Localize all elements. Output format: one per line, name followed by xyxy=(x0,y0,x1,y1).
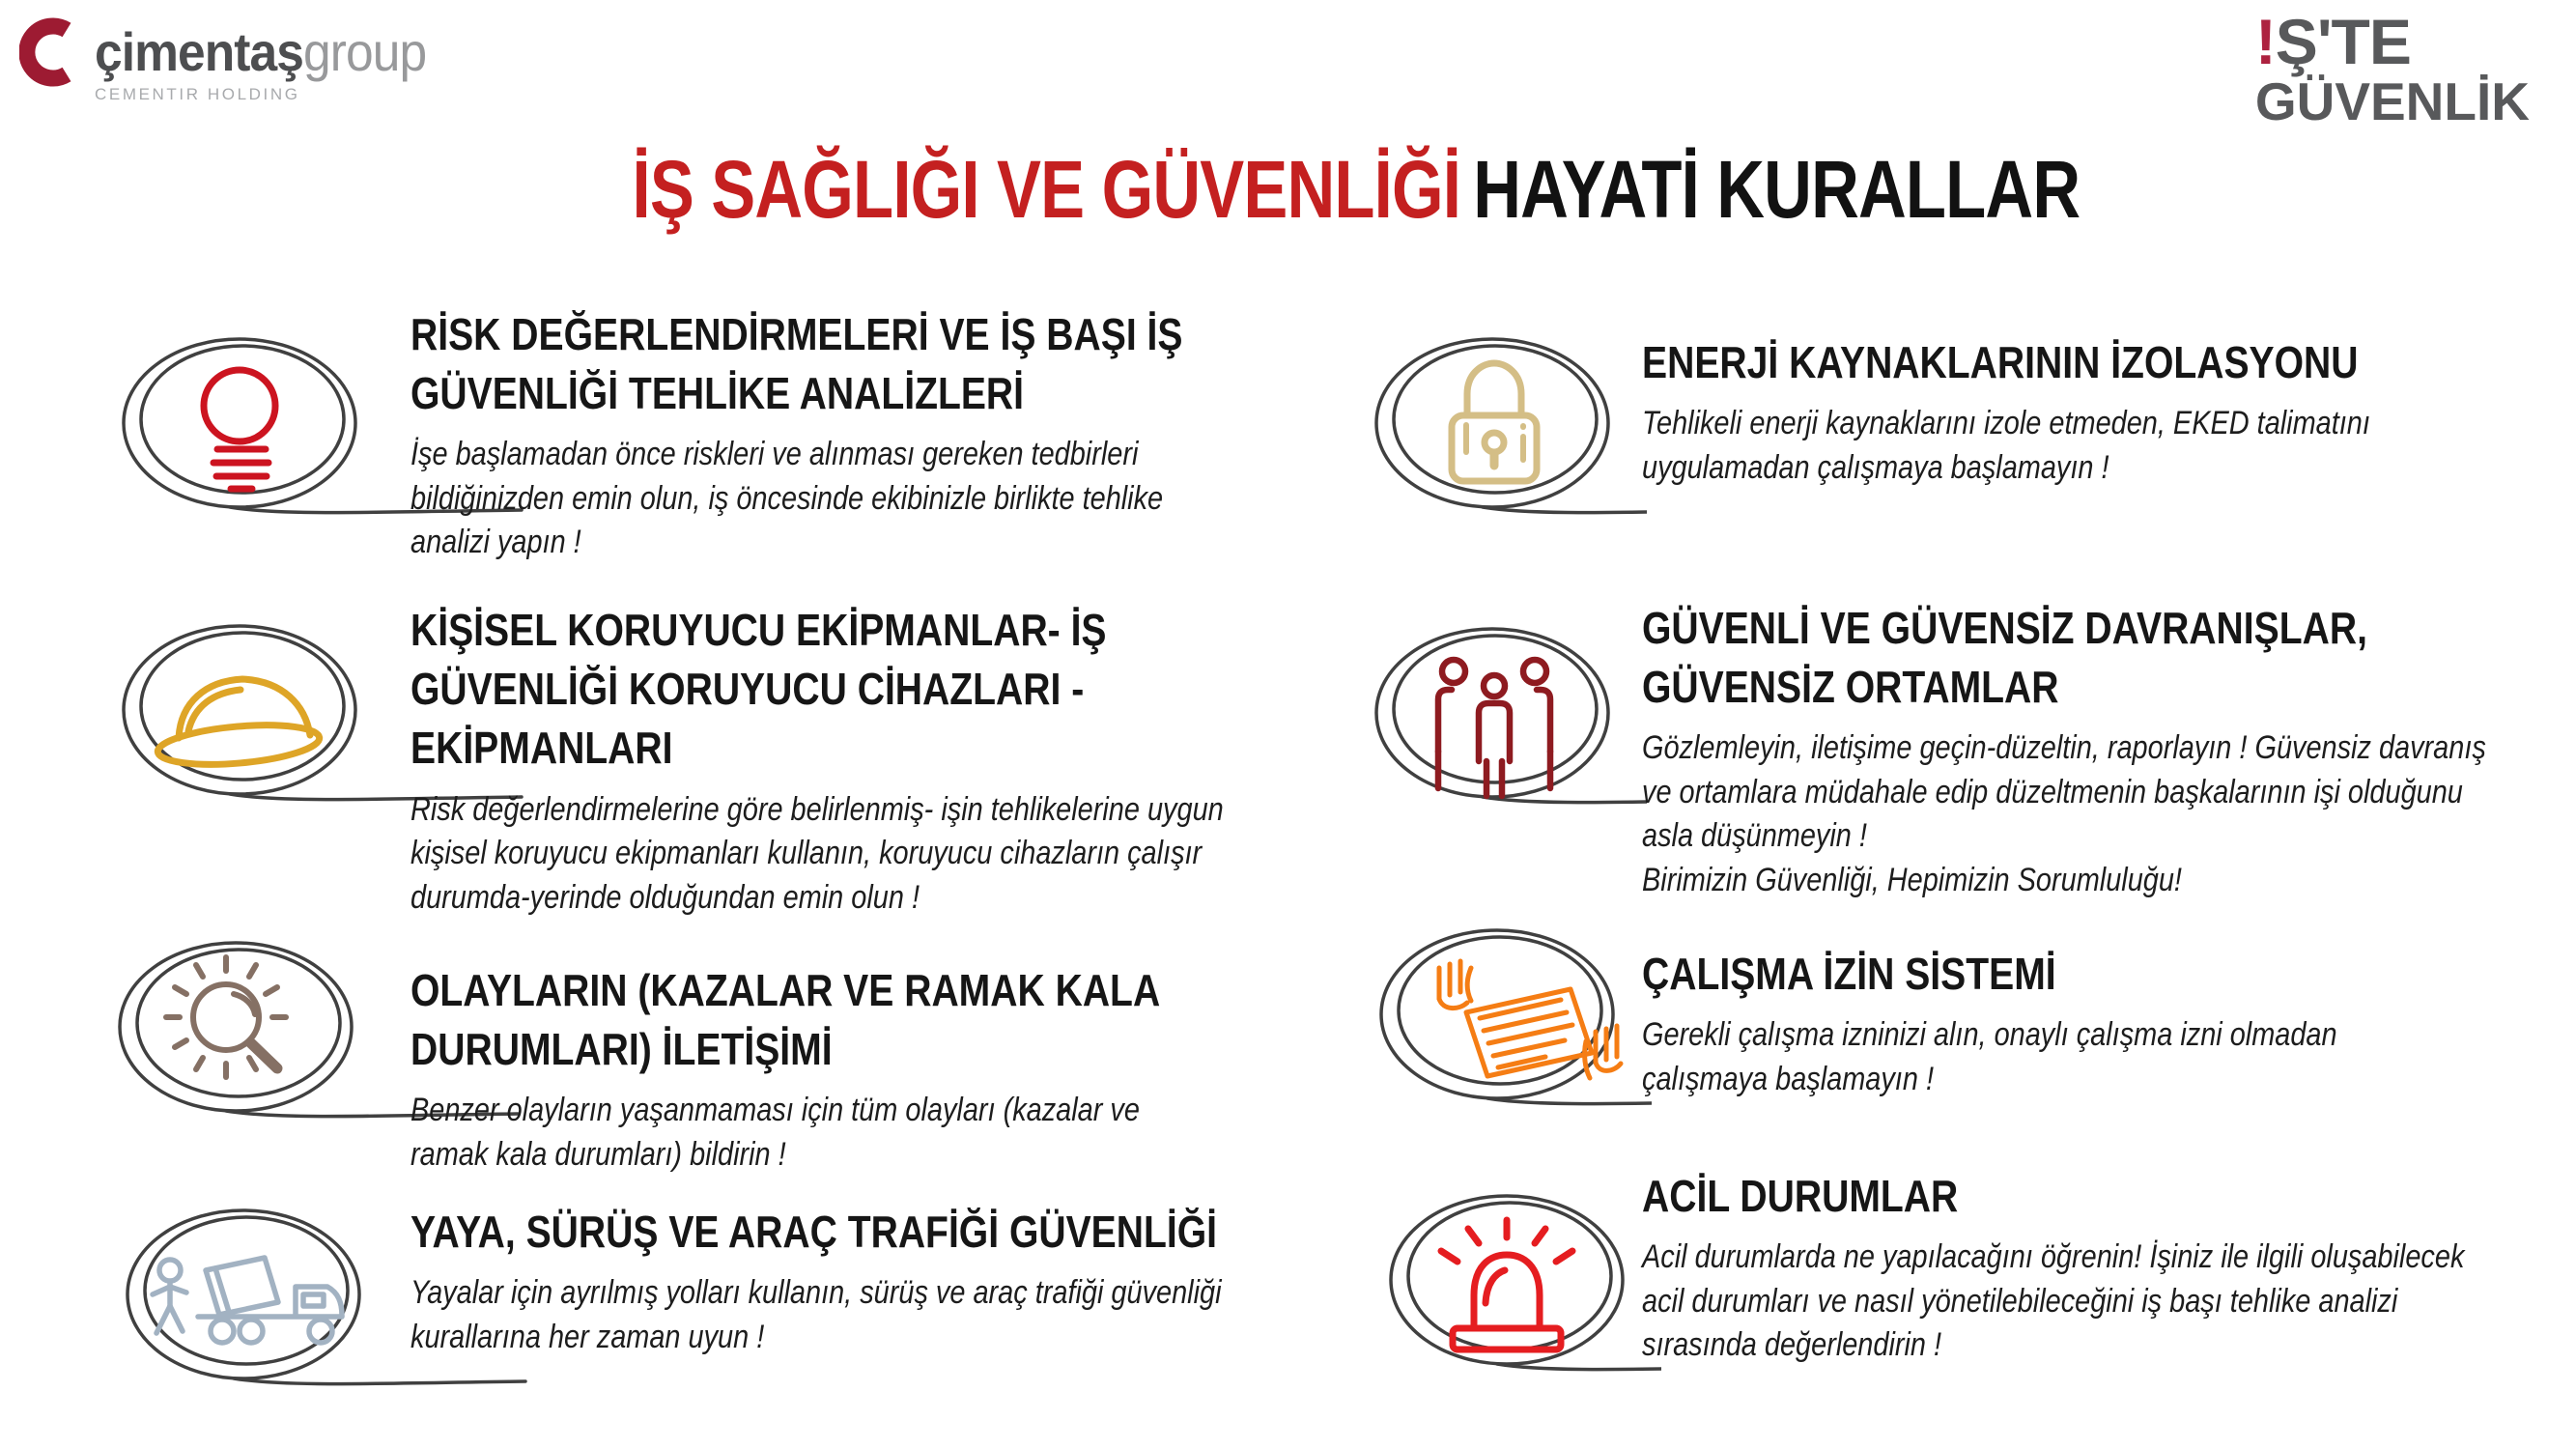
rule-body-line2: Birimizin Güvenliği, Hepimizin Sorumluluğu! xyxy=(1642,861,2182,898)
rule-title: KİŞİSEL KORUYUCU EKİPMANLAR- İŞ GÜVENLİĞİ KORUYUCU CİHAZLARI -EKİPMANLARI xyxy=(410,605,1107,774)
padlock-icon xyxy=(1338,327,1647,539)
iste-guvenlik-logo xyxy=(2254,6,2530,131)
rule-title: ÇALIŞMA İZİN SİSTEMİ xyxy=(1642,949,2056,999)
rule-body: Gözlemleyin, iletişime geçin-düzeltin, raporlayın ! Güvensiz davranış ve ortamlara müdahale edip düzeltmenin başkalarının işi olduğunu asla düşünmeyin ! xyxy=(1642,729,2486,855)
rule-body: Risk değerlendirmelerine göre belirlenmiş- işin tehlikelerine uygun kişisel koruyucu ekipmanları kullanın, koruyucu cihazların çalışır durumda-yerinde olduğundan emin olun ! xyxy=(410,790,1224,916)
rule-icon-isolation xyxy=(1338,327,1647,539)
rule-body: İşe başlamadan önce riskleri ve alınması gereken tedbirleri bildiğinizden emin olun, iş öncesinde ekibinizle birlikte tehlike analizi yapın ! xyxy=(410,436,1164,561)
iste-line2: GÜVENLİK xyxy=(2254,71,2530,131)
iste-exclamation: ! xyxy=(2254,6,2276,77)
rule-title: OLAYLARIN (KAZALAR VE RAMAK KALA DURUMLARI) İLETİŞİMİ xyxy=(410,965,1159,1075)
rule-item-traffic xyxy=(410,1203,1299,1359)
cimentas-logo-suffix: group xyxy=(303,21,427,82)
rule-item-permit xyxy=(1642,945,2434,1101)
rule-item-isolation xyxy=(1642,333,2434,490)
cimentas-logo-name: çimentaş xyxy=(95,21,304,82)
page-title-red: İŞ SAĞLIĞI VE GÜVENLİĞİ xyxy=(632,144,1460,235)
rule-item-ppe xyxy=(410,601,1241,920)
rule-body: Tehlikeli enerji kaynaklarını izole etmeden, EKED talimatını uygulamadan çalışmaya başlamayın ! xyxy=(1642,405,2370,486)
work-permit-icon xyxy=(1343,918,1652,1130)
rule-title: ACİL DURUMLAR xyxy=(1642,1171,1959,1221)
rule-body: Yayalar için ayrılmış yolları kullanın, sürüş ve araç trafiği güvenliği kurallarına her zaman uyun ! xyxy=(410,1274,1222,1355)
rule-icon-behaviors xyxy=(1338,616,1647,829)
rule-item-behaviors xyxy=(1642,599,2492,903)
rule-title: GÜVENLİ VE GÜVENSİZ DAVRANIŞLAR, GÜVENSİZ ORTAMLAR xyxy=(1642,603,2367,713)
iste-line1: Ş'TE xyxy=(2275,6,2411,77)
rule-body: Gerekli çalışma izninizi alın, onaylı çalışma izni olmadan çalışmaya başlamayın ! xyxy=(1642,1016,2337,1097)
emergency-siren-icon xyxy=(1352,1183,1661,1396)
page-title-black: HAYATİ KURALLAR xyxy=(1472,144,2080,235)
cimentas-logo-subtitle: CEMENTIR HOLDING xyxy=(95,85,300,103)
rule-title: ENERJİ KAYNAKLARININ İZOLASYONU xyxy=(1642,337,2359,387)
rule-item-risk xyxy=(410,305,1222,565)
rule-body: Benzer olayların yaşanmaması için tüm olayları (kazalar ve ramak kala durumları) bildirin ! xyxy=(410,1092,1140,1173)
rule-item-emergency xyxy=(1642,1167,2492,1368)
page-title xyxy=(135,143,2576,237)
rule-item-incidents xyxy=(410,961,1203,1177)
cimentas-c-mark-icon xyxy=(19,14,81,93)
cimentas-logo xyxy=(19,14,455,104)
rule-icon-permit xyxy=(1343,918,1652,1130)
rule-body: Acil durumlarda ne yapılacağını öğrenin! İşiniz ile ilgili oluşabilecek acil durumları ve nasıl yönetilebileceğini iş başı tehlike analizi sırasında değerlendirin ! xyxy=(1642,1238,2465,1364)
rule-title: RİSK DEĞERLENDİRMELERİ VE İŞ BAŞI İŞ GÜVENLİĞİ TEHLİKE ANALİZLERİ xyxy=(410,309,1183,419)
rule-icon-emergency xyxy=(1352,1183,1661,1396)
rule-title: YAYA, SÜRÜŞ VE ARAÇ TRAFİĞİ GÜVENLİĞİ xyxy=(410,1207,1218,1257)
people-group-icon xyxy=(1338,616,1647,829)
